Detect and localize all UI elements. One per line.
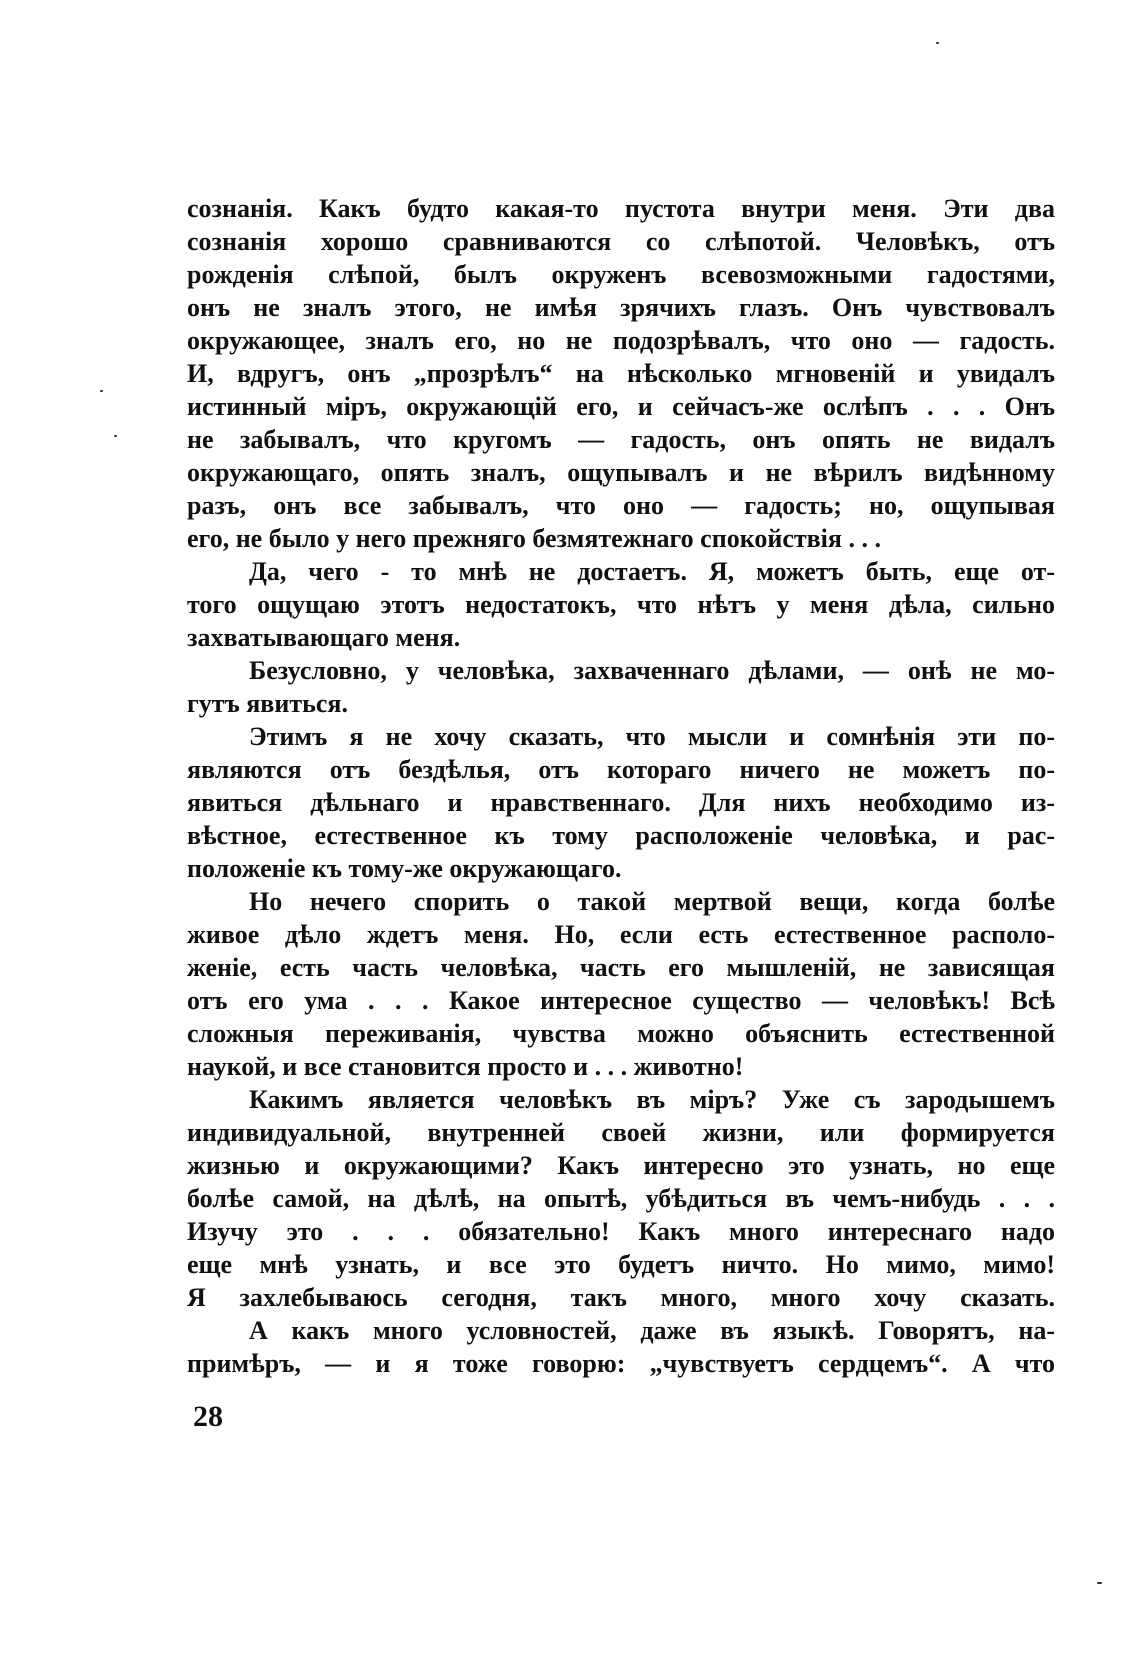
text-line: захватывающаго меня. — [187, 623, 461, 652]
text-line: положеніе къ тому-же окружающаго. — [187, 854, 622, 883]
text-line: индивидуальной, внутренней своей жизни, или формируется — [187, 1118, 1055, 1147]
text-line: сложныя переживанія, чувства можно объяснить естественной — [187, 1019, 1055, 1048]
text-line: явиться дѣльнаго и нравственнаго. Для нихъ необходимо из- — [187, 788, 1055, 817]
text-line: гутъ явиться. — [187, 689, 348, 718]
text-line: примѣръ, — и я тоже говорю: „чувствуетъ сердцемъ“. А что — [187, 1349, 1055, 1378]
scan-speck — [100, 390, 103, 392]
text-line: сознанія хорошо сравниваются со слѣпотой. Человѣкъ, отъ — [187, 227, 1055, 256]
text-line: еще мнѣ узнать, и все это будетъ ничто. Но мимо, мимо! — [187, 1250, 1055, 1279]
scan-speck — [114, 435, 117, 437]
text-line: сознанія. Какъ будто какая-то пустота внутри меня. Эти два — [187, 194, 1055, 223]
body-text — [187, 192, 1055, 1380]
text-line: И, вдругъ, онъ „прозрѣлъ“ на нѣсколько мгновеній и увидалъ — [187, 359, 1055, 388]
text-line: не забывалъ, что кругомъ — гадость, онъ опять не видалъ — [187, 425, 1055, 454]
text-line: А какъ много условностей, даже въ языкѣ. Говорятъ, на- — [249, 1316, 1055, 1345]
text-line: болѣе самой, на дѣлѣ, на опытѣ, убѣдиться въ чемъ-нибудь . . . — [187, 1184, 1055, 1213]
text-line: онъ не зналъ этого, не имѣя зрячихъ глазъ. Онъ чувствовалъ — [187, 293, 1055, 322]
text-line: Какимъ является человѣкъ въ міръ? Уже съ зародышемъ — [249, 1085, 1055, 1114]
text-line: Но нечего спорить о такой мертвой вещи, когда болѣе — [249, 887, 1055, 916]
text-line: живое дѣло ждетъ меня. Но, если есть естественное располо- — [187, 920, 1055, 949]
text-line: Я захлебываюсь сегодня, такъ много, много хочу сказать. — [187, 1283, 1055, 1312]
page-number: 28 — [193, 1400, 223, 1433]
text-line: Да, чего - то мнѣ не достаетъ. Я, можетъ быть, еще от- — [249, 557, 1055, 586]
text-line: Изучу это . . . обязательно! Какъ много интереснаго надо — [187, 1217, 1055, 1246]
text-line: того ощущаю этотъ недостатокъ, что нѣтъ у меня дѣла, сильно — [187, 590, 1055, 619]
text-line: его, не было у него прежняго безмятежнаго спокойствія . . . — [187, 524, 881, 553]
text-line: являются отъ бездѣлья, отъ котораго ничего не можетъ по- — [187, 755, 1055, 784]
text-line: Безусловно, у человѣка, захваченнаго дѣлами, — онѣ не мо- — [249, 656, 1055, 685]
text-line: жизнью и окружающими? Какъ интересно это узнать, но еще — [187, 1151, 1055, 1180]
scan-speck — [936, 42, 939, 44]
text-line: женіе, есть часть человѣка, часть его мышленій, не зависящая — [187, 953, 1055, 982]
text-line: окружающаго, опять зналъ, ощупывалъ и не вѣрилъ видѣнному — [187, 458, 1055, 487]
text-line: наукой, и все становится просто и . . . животно! — [187, 1052, 744, 1081]
text-line: вѣстное, естественное къ тому расположеніе человѣка, и рас- — [187, 821, 1055, 850]
text-line: окружающее, зналъ его, но не подозрѣвалъ, что оно — гадость. — [187, 326, 1055, 355]
text-line: Этимъ я не хочу сказать, что мысли и сомнѣнія эти по- — [249, 722, 1055, 751]
text-line: отъ его ума . . . Какое интересное существо — человѣкъ! Всѣ — [187, 986, 1055, 1015]
text-line: истинный міръ, окружающій его, и сейчасъ-же ослѣпъ . . . Онъ — [187, 392, 1055, 421]
text-line: разъ, онъ все забывалъ, что оно — гадость; но, ощупывая — [187, 491, 1055, 520]
text-line: рожденія слѣпой, былъ окруженъ всевозможными гадостями, — [187, 260, 1055, 289]
scan-speck — [1097, 1582, 1102, 1584]
